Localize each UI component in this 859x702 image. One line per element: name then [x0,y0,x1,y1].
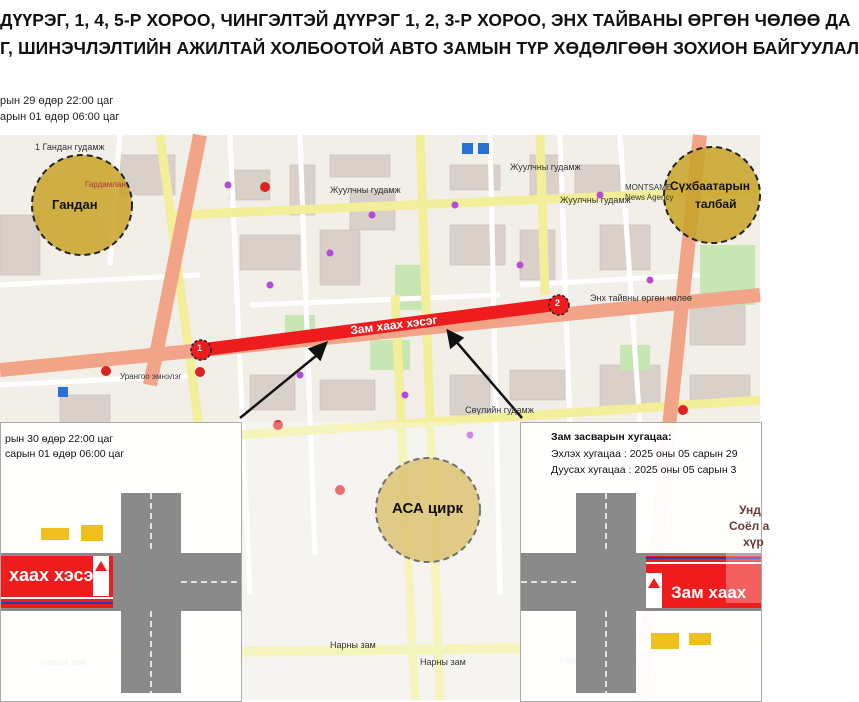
left-panel-closed-label: хаах хэсэг [9,565,101,585]
street-label-juulchin-1: Жуулчны гудамж [330,185,401,195]
street-label-enkh-taivan: Энх тайвны өргөн чөлөө [590,293,692,303]
closed-segment-label: Зам хаах хэсэг [349,312,439,338]
point-marker-1[interactable]: 1 [197,343,203,353]
right-panel-side-text-2: Соёл а [729,519,770,533]
landmark-sukhbaatar-square-2[interactable]: талбай [695,197,737,211]
left-panel-line-1: рын 30 өдөр 22:00 цаг [5,433,114,445]
street-label-seoul: Сөүлийн гудамж [465,405,534,415]
landmark-gandan[interactable]: Гандан [52,197,98,212]
right-intersection-diagram [521,423,761,701]
right-detour-panel [520,422,770,702]
page-title-line-1: ДҮҮРЭГ, 1, 4, 5-Р ХОРОО, ЧИНГЭЛТЭЙ ДҮҮРЭГ 1, 2, 3-Р ХОРОО, ЭНХ ТАЙВАНЫ ӨРГӨН ЧӨЛӨӨ ДА [0,10,851,30]
closure-start-date: рын 29 өдөр 22:00 цаг [0,95,114,107]
point-marker-2[interactable]: 2 [555,298,561,308]
page-header [0,0,859,135]
label-hospital: Урангоо эмнэлэг [120,372,182,381]
right-panel-end: Дуусах хугацаа : 2025 оны 05 сарын 3 [551,464,737,476]
right-panel-start: Эхлэх хугацаа : 2025 оны 05 сарын 29 [551,448,738,460]
left-detour-panel [0,422,242,702]
closure-end-date: арын 01 өдөр 06:00 цаг [0,111,120,123]
landmark-sukhbaatar-square-1[interactable]: Сүхбаатарын [670,179,750,193]
label-gardamal: Гардамлан [85,180,126,189]
label-news-agency: News Agency [625,193,674,202]
left-panel-line-2: сарын 01 өдөр 06:00 цаг [5,448,125,460]
right-panel-closed-label: Зам хаах [671,583,747,602]
landmark-circus[interactable]: АСА цирк [392,500,464,517]
right-panel-heading: Зам засварын хугацаа: [551,431,672,443]
street-label-narny-3: Нарны зам [420,657,466,667]
street-map[interactable] [0,135,770,700]
left-intersection-diagram [1,423,241,701]
label-montsame: MONTSAME [625,183,672,192]
street-label-juulchin-3: Жуулчны гудамж [560,195,631,205]
street-label-narny-2: Нарны зам [330,640,376,650]
right-panel-side-text-1: Унд [739,503,761,517]
right-panel-side-text-3: хүр [743,535,764,549]
page-title-line-2: Г, ШИНЭЧЛЭЛТИЙН АЖИЛТАЙ ХОЛБООТОЙ АВТО ЗАМЫН ТҮР ХӨДӨЛГӨӨН ЗОХИОН БАЙГУУЛАЛ [0,38,859,58]
street-label-juulchin-2: Жуулчны гудамж [510,162,581,172]
street-label-gandan: 1 Гандан гудамж [35,142,105,152]
